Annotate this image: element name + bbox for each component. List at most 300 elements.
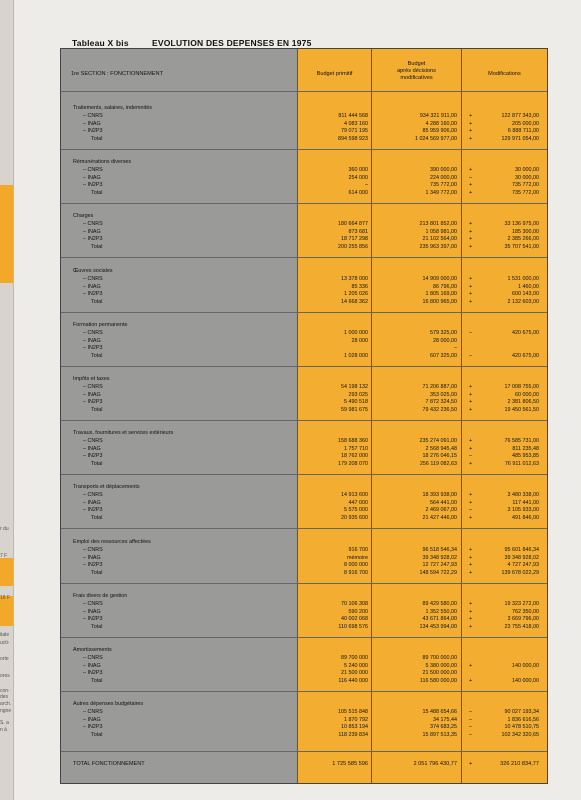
modification-value: 485 953,85: [512, 453, 539, 460]
modification-value: 95 601 846,34: [504, 547, 539, 553]
header-apres-line2: après décisions: [397, 68, 436, 74]
budget-primitif-value: 5 240 000: [344, 662, 368, 669]
modification-value: 102 342 320,65: [501, 731, 539, 738]
budget-apres-value: 2 469 067,00: [425, 507, 457, 514]
row-label: – INAG: [83, 283, 101, 290]
modification-sign: +: [469, 438, 473, 444]
row-label: Total: [91, 189, 103, 196]
table-row: [61, 732, 547, 740]
group-divider: [61, 203, 547, 204]
group-title: Travaux, fournitures et services extérieurs: [73, 430, 174, 436]
modification-sign: +: [469, 554, 473, 561]
budget-apres-value: 79 432 236,50: [422, 406, 457, 413]
strip-text: r du: [0, 526, 9, 532]
budget-apres-value: 1 024 569 977,00: [415, 135, 457, 142]
budget-apres-value: 390 000,00: [430, 167, 457, 173]
header-apres-line1: Budget: [407, 61, 426, 67]
budget-primitif-value: 590 200: [348, 608, 368, 615]
table-row: [61, 299, 547, 307]
grand-total-sign: +: [469, 761, 473, 767]
budget-primitif-value: 18 717 298: [341, 236, 368, 243]
budget-primitif-value: 179 208 070: [338, 460, 368, 467]
budget-apres-value: 85 959 906,00: [422, 128, 457, 135]
modification-sign: –: [469, 724, 472, 731]
budget-primitif-value: 293 025: [348, 391, 368, 398]
group-divider: [61, 691, 547, 692]
row-label: – CNRS: [83, 167, 103, 173]
group-divider: [61, 257, 547, 258]
modification-value: 122 877 343,00: [501, 113, 539, 119]
modification-sign: +: [469, 499, 473, 506]
budget-primitif-value: 13 378 000: [341, 276, 368, 282]
modification-value: 185 300,00: [512, 228, 539, 235]
header-modifications: Modifications: [488, 71, 521, 77]
modification-sign: +: [469, 514, 473, 521]
row-label: – INAG: [83, 499, 101, 506]
budget-apres-value: 256 119 082,63: [419, 460, 457, 467]
modification-sign: +: [469, 113, 473, 119]
grand-total-label: TOTAL FONCTIONNEMENT: [73, 761, 145, 767]
budget-apres-value: 735 772,00: [430, 182, 457, 189]
row-label: – CNRS: [83, 492, 103, 498]
budget-primitif-value: 8 916 700: [344, 569, 368, 576]
modification-sign: –: [469, 174, 472, 181]
budget-apres-value: 235 274 091,00: [419, 438, 457, 444]
modification-sign: +: [469, 677, 473, 684]
row-label: – IN2P3: [83, 236, 103, 243]
budget-apres-value: 2 568 945,48: [425, 445, 457, 452]
modification-value: 420 675,00: [512, 352, 539, 359]
table-row: [61, 244, 547, 252]
row-label: – CNRS: [83, 330, 103, 336]
row-label: Total: [91, 298, 103, 305]
budget-apres-value: 213 801 852,00: [419, 221, 457, 227]
expenses-table: [60, 48, 548, 784]
budget-primitif-value: 116 440 000: [338, 677, 368, 684]
budget-primitif-value: 20 935 600: [341, 514, 368, 521]
total-rule: [61, 751, 547, 752]
budget-primitif-value: 811 444 568: [338, 113, 368, 119]
modification-value: 39 348 928,02: [504, 554, 539, 561]
modification-sign: +: [469, 623, 473, 630]
budget-primitif-value: 916 700: [348, 547, 368, 553]
group-divider: [61, 312, 547, 313]
budget-primitif-value: 1 000 000: [344, 330, 368, 336]
row-label: – IN2P3: [83, 724, 103, 731]
table-row: [61, 570, 547, 578]
row-label: – INAG: [83, 337, 101, 344]
group-divider: [61, 583, 547, 584]
budget-apres-value: 18 276 046,15: [422, 453, 457, 460]
budget-apres-value: 21 500 000,00: [422, 670, 457, 677]
header-rule: [61, 91, 547, 92]
modification-value: 735 772,00: [512, 189, 539, 196]
budget-primitif-value: 180 664 877: [338, 221, 368, 227]
row-label: – IN2P3: [83, 453, 103, 460]
modification-sign: +: [469, 460, 473, 467]
modification-value: 6 888 711,00: [507, 128, 539, 135]
budget-apres-value: 14 909 000,00: [422, 276, 457, 282]
modification-sign: +: [469, 608, 473, 615]
modification-value: 205 000,00: [512, 120, 539, 127]
modification-sign: –: [469, 731, 472, 738]
row-label: – CNRS: [83, 547, 103, 553]
modification-value: 811 235,48: [512, 445, 539, 452]
row-label: Total: [91, 406, 103, 413]
budget-apres-value: 4 288 160,00: [425, 120, 457, 127]
modification-sign: +: [469, 221, 473, 227]
budget-apres-value: 1 349 772,00: [425, 189, 457, 196]
row-label: – CNRS: [83, 438, 103, 444]
group-title: Autres dépenses budgétaires: [73, 701, 144, 707]
modification-value: 139 678 022,29: [501, 569, 539, 576]
group-title: Rémunérations diverses: [73, 159, 132, 165]
budget-primitif-value: 59 981 675: [341, 406, 368, 413]
row-label: Total: [91, 352, 103, 359]
budget-apres-value: 224 000,00: [430, 174, 457, 181]
budget-apres-value: 18 393 938,00: [422, 492, 457, 498]
budget-apres-value: 39 348 928,02: [422, 554, 457, 561]
modification-sign: –: [469, 709, 472, 715]
table-row: [61, 190, 547, 198]
modification-sign: –: [469, 352, 472, 359]
modification-sign: +: [469, 601, 473, 607]
budget-primitif-value: 28 000: [351, 337, 368, 344]
budget-apres-value: 34 175,44: [433, 716, 457, 723]
modification-value: 76 585 731,00: [504, 438, 539, 444]
modification-value: 420 675,00: [512, 330, 539, 336]
budget-apres-value: 15 488 654,66: [422, 709, 457, 715]
modification-sign: +: [469, 384, 473, 390]
modification-sign: +: [469, 562, 473, 569]
row-label: – CNRS: [83, 709, 103, 715]
budget-primitif-value: 54 198 132: [341, 384, 368, 390]
budget-primitif-value: 118 239 834: [338, 731, 368, 738]
group-divider: [61, 420, 547, 421]
strip-text: ucti-: [0, 640, 10, 646]
header-section-cell: [61, 71, 297, 78]
budget-apres-value: 89 429 580,00: [422, 601, 457, 607]
budget-apres-value: 116 580 000,00: [419, 677, 457, 684]
group-divider: [61, 637, 547, 638]
group-title: Formation permanente: [73, 322, 128, 328]
modification-value: 76 911 012,63: [504, 460, 539, 467]
budget-apres-value: 148 594 722,29: [419, 569, 457, 576]
modification-sign: +: [469, 167, 473, 173]
modification-value: 33 136 975,00: [504, 221, 539, 227]
modification-value: 735 772,00: [512, 182, 539, 189]
modification-sign: +: [469, 616, 473, 623]
row-label: – IN2P3: [83, 345, 103, 352]
row-label: – IN2P3: [83, 616, 103, 623]
budget-primitif-value: 254 000: [348, 174, 368, 181]
budget-apres-value: 86 796,00: [433, 283, 457, 290]
modification-value: 30 000,00: [515, 174, 539, 181]
group-title: Emploi des ressources affectées: [73, 539, 151, 545]
modification-sign: +: [469, 182, 473, 189]
budget-primitif-value: 5 575 000: [344, 507, 368, 514]
row-label: – INAG: [83, 228, 101, 235]
grand-total-modif: 326 210 834,77: [500, 761, 539, 767]
group-title: Frais divers de gestion: [73, 593, 128, 599]
budget-apres-value: 579 325,00: [430, 330, 457, 336]
table-row: [61, 461, 547, 469]
budget-apres-value: 71 206 887,00: [422, 384, 457, 390]
budget-primitif-value: 14 668 362: [341, 298, 368, 305]
row-label: Total: [91, 514, 103, 521]
budget-primitif-value: –: [365, 182, 368, 189]
row-label: Total: [91, 460, 103, 467]
group-divider: [61, 366, 547, 367]
strip-text: des: [0, 694, 9, 700]
group-divider: [61, 149, 547, 150]
modification-value: 140 000,00: [512, 662, 539, 669]
binding-strip: [0, 0, 14, 800]
budget-apres-value: 15 897 513,35: [422, 731, 457, 738]
grand-total-primitif: 1 725 585 596: [332, 761, 368, 767]
budget-apres-value: 134 453 994,00: [419, 623, 457, 630]
budget-apres-value: 1 352 550,00: [425, 608, 457, 615]
row-label: – INAG: [83, 608, 101, 615]
budget-primitif-value: 105 515 848: [338, 709, 368, 715]
row-label: – INAG: [83, 662, 101, 669]
group-title: Charges: [73, 213, 94, 219]
row-label: – CNRS: [83, 384, 103, 390]
row-label: – IN2P3: [83, 128, 103, 135]
modification-value: 140 000,00: [512, 677, 539, 684]
modification-sign: +: [469, 445, 473, 452]
budget-apres-value: 1 058 981,00: [425, 228, 457, 235]
table-row: [61, 136, 547, 144]
budget-primitif-value: 614 000: [348, 189, 368, 196]
modification-sign: +: [469, 291, 473, 298]
modification-value: 3 669 796,00: [507, 616, 539, 623]
modification-value: 4 727 247,93: [507, 562, 539, 569]
header-budget-apres: [372, 61, 461, 82]
table-title: [72, 38, 312, 48]
modification-value: 1 460,00: [518, 283, 539, 290]
budget-primitif-value: 200 255 856: [338, 243, 368, 250]
modification-sign: +: [469, 298, 473, 305]
budget-apres-value: 5 380 000,00: [425, 662, 457, 669]
row-label: Total: [91, 731, 103, 738]
modification-sign: +: [469, 399, 473, 406]
table-row: [61, 353, 547, 361]
row-label: Total: [91, 677, 103, 684]
modification-value: 3 480 338,00: [507, 492, 539, 498]
budget-primitif-value: 14 913 600: [341, 492, 368, 498]
strip-band: [0, 558, 13, 586]
row-label: – CNRS: [83, 113, 103, 119]
modification-sign: +: [469, 135, 473, 142]
budget-primitif-value: 360 000: [348, 167, 368, 173]
budget-apres-value: –: [454, 345, 457, 352]
budget-primitif-value: 21 500 000: [341, 670, 368, 677]
budget-apres-value: 1 805 169,00: [425, 291, 457, 298]
budget-primitif-value: 8 000 000: [344, 562, 368, 569]
modification-sign: +: [469, 547, 473, 553]
modification-sign: +: [469, 243, 473, 250]
budget-apres-value: 16 800 965,00: [422, 298, 457, 305]
strip-text: itale: [0, 632, 10, 638]
group-title: Impôts et taxes: [73, 376, 110, 382]
row-label: – CNRS: [83, 221, 103, 227]
budget-primitif-value: 1 870 792: [344, 716, 368, 723]
row-label: – CNRS: [83, 655, 103, 661]
group-title: Traitements, salaires, indemnités: [73, 105, 152, 111]
row-label: Total: [91, 135, 103, 142]
table-label: Tableau X bis: [72, 38, 129, 48]
header-budget-primitif: Budget primitif: [316, 71, 353, 77]
group-divider: [61, 474, 547, 475]
budget-primitif-value: 873 681: [348, 228, 368, 235]
modification-value: 3 105 933,00: [507, 507, 539, 514]
strip-text: 7 F: [0, 553, 8, 559]
budget-apres-value: 12 727 247,93: [422, 562, 457, 569]
grand-total-apres: 2 051 796 430,77: [413, 761, 457, 767]
group-divider: [61, 528, 547, 529]
row-label: Total: [91, 243, 103, 250]
budget-primitif-value: 4 083 160: [344, 120, 368, 127]
budget-primitif-value: 89 700 000: [341, 655, 368, 661]
modification-sign: +: [469, 236, 473, 243]
budget-apres-value: 353 025,00: [430, 391, 457, 398]
modification-sign: +: [469, 662, 473, 669]
row-label: – INAG: [83, 391, 101, 398]
table-row: [61, 678, 547, 686]
modification-value: 23 755 418,00: [504, 623, 539, 630]
modification-value: 19 450 561,50: [504, 406, 539, 413]
budget-primitif-value: 70 106 308: [341, 601, 368, 607]
table-heading: EVOLUTION DES DEPENSES EN 1975: [152, 38, 312, 48]
row-label: Total: [91, 623, 103, 630]
modification-value: 17 008 755,00: [504, 384, 539, 390]
modification-value: 491 846,00: [512, 514, 539, 521]
row-label: – INAG: [83, 716, 101, 723]
budget-primitif-value: 1 028 000: [344, 352, 368, 359]
modification-sign: +: [469, 276, 473, 282]
modification-sign: –: [469, 330, 472, 336]
modification-value: 762 350,00: [512, 608, 539, 615]
modification-sign: +: [469, 406, 473, 413]
row-label: – IN2P3: [83, 670, 103, 677]
modification-sign: +: [469, 283, 473, 290]
row-label: – CNRS: [83, 601, 103, 607]
modification-sign: +: [469, 189, 473, 196]
modification-value: 35 707 541,00: [504, 243, 539, 250]
budget-apres-value: 374 683,25: [430, 724, 457, 731]
budget-primitif-value: 79 071 195: [341, 128, 368, 135]
modification-value: 2 385 266,00: [507, 236, 539, 243]
budget-primitif-value: 85 336: [351, 283, 368, 290]
strip-text: ores: [0, 673, 10, 679]
modification-sign: +: [469, 120, 473, 127]
strip-text: orte: [0, 656, 9, 662]
row-label: – INAG: [83, 120, 101, 127]
budget-apres-value: 96 518 546,34: [422, 547, 457, 553]
table-row: [61, 624, 547, 632]
group-title: Amortissements: [73, 647, 112, 653]
budget-apres-value: 89 700 000,00: [422, 655, 457, 661]
modification-value: 117 441,00: [512, 499, 539, 506]
modification-sign: +: [469, 391, 473, 398]
budget-primitif-value: 18 762 000: [341, 453, 368, 460]
budget-primitif-value: 1 205 026: [344, 291, 368, 298]
strip-text: con-: [0, 688, 10, 694]
modification-value: 2 132 603,00: [507, 298, 539, 305]
table-row: [61, 407, 547, 415]
strip-text: n à: [0, 727, 7, 733]
row-label: – IN2P3: [83, 182, 103, 189]
modification-sign: –: [469, 453, 472, 460]
strip-text: arch.: [0, 701, 12, 707]
budget-apres-value: 607 325,00: [430, 352, 457, 359]
modification-value: 60 000,00: [515, 391, 539, 398]
modification-value: 600 143,00: [512, 291, 539, 298]
modification-value: 30 000,00: [515, 167, 539, 173]
modification-value: 10 478 510,75: [504, 724, 539, 731]
row-label: – IN2P3: [83, 507, 103, 514]
budget-primitif-value: 894 598 923: [338, 135, 368, 142]
header-section: 1re SECTION : FONCTIONNEMENT: [71, 71, 163, 77]
budget-primitif-value: 1 757 710: [344, 445, 368, 452]
modification-value: 19 323 272,00: [504, 601, 539, 607]
row-label: – IN2P3: [83, 562, 103, 569]
table-row: [61, 515, 547, 523]
modification-value: 2 381 806,50: [507, 399, 539, 406]
modification-sign: +: [469, 569, 473, 576]
budget-primitif-value: 40 002 068: [341, 616, 368, 623]
budget-apres-value: 28 000,00: [433, 337, 457, 344]
row-label: – INAG: [83, 174, 101, 181]
budget-primitif-value: mémoire: [347, 554, 368, 561]
modification-sign: +: [469, 228, 473, 235]
modification-sign: +: [469, 492, 473, 498]
group-title: Transports et déplacements: [73, 484, 140, 490]
budget-apres-value: 564 441,00: [430, 499, 457, 506]
strip-text: 18 F: [0, 595, 11, 601]
modification-sign: +: [469, 128, 473, 135]
strip-text: S. a: [0, 720, 9, 726]
strip-text: ngne: [0, 708, 12, 714]
header-apres-line3: modificatives: [400, 75, 433, 81]
budget-primitif-value: 5 490 518: [344, 399, 368, 406]
budget-primitif-value: 158 688 360: [338, 438, 368, 444]
budget-apres-value: 7 872 324,50: [425, 399, 457, 406]
modification-sign: –: [469, 507, 472, 514]
modification-value: 90 027 193,34: [504, 709, 539, 715]
row-label: Total: [91, 569, 103, 576]
modification-value: 1 531 000,00: [507, 276, 539, 282]
budget-primitif-value: 110 698 576: [338, 623, 368, 630]
modification-value: 129 971 054,00: [501, 135, 539, 142]
budget-primitif-value: 10 853 194: [341, 724, 368, 731]
budget-apres-value: 43 671 864,00: [422, 616, 457, 623]
budget-apres-value: 235 963 397,00: [419, 243, 457, 250]
row-label: – IN2P3: [83, 291, 103, 298]
modification-sign: –: [469, 716, 472, 723]
group-title: Œuvres sociales: [73, 268, 113, 274]
budget-apres-value: 934 321 911,00: [419, 113, 457, 119]
row-label: – CNRS: [83, 276, 103, 282]
budget-primitif-value: 447 000: [348, 499, 368, 506]
strip-band: [0, 185, 13, 283]
modification-value: 1 836 616,56: [507, 716, 539, 723]
row-label: – INAG: [83, 445, 101, 452]
row-label: – INAG: [83, 554, 101, 561]
budget-apres-value: 21 427 446,00: [422, 514, 457, 521]
row-label: – IN2P3: [83, 399, 103, 406]
